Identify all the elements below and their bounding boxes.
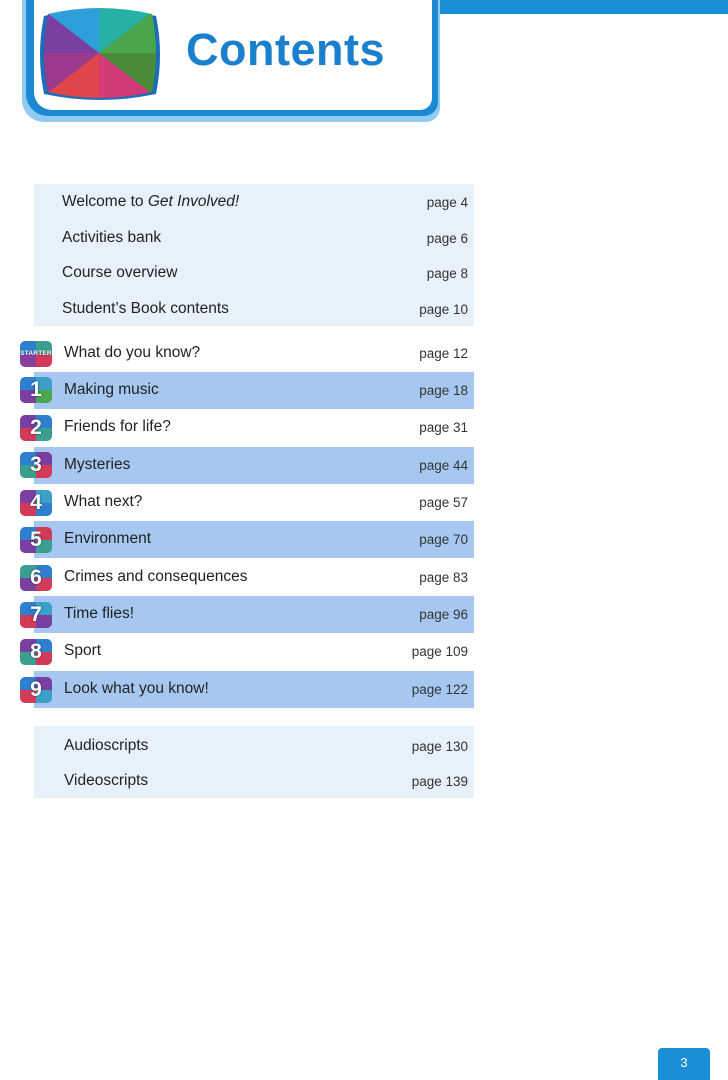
toc-entry-label: Audioscripts (64, 737, 149, 754)
unit-page: page 96 (419, 607, 468, 622)
unit-page: page 12 (419, 346, 468, 361)
unit-badge-3-icon (20, 452, 52, 478)
unit-row-2[interactable] (34, 409, 474, 446)
unit-badge-8-icon (20, 639, 52, 665)
unit-page: page 109 (411, 644, 468, 659)
unit-badge-starter-icon (20, 341, 52, 367)
unit-badge-2-icon (20, 415, 52, 441)
back-matter-section (34, 726, 474, 798)
toc-entry-page: page 4 (426, 194, 468, 210)
unit-badge-number: 8 (30, 640, 42, 663)
unit-row-1[interactable] (34, 372, 474, 409)
unit-badge-number: 5 (30, 528, 42, 551)
unit-row-6[interactable] (34, 559, 474, 596)
page-title: Contents (186, 24, 385, 75)
toc-entry-page: page 130 (411, 738, 468, 754)
unit-label: Crimes and consequences (64, 568, 248, 585)
unit-badge-1-icon (20, 377, 52, 403)
unit-badge-number: 7 (30, 603, 42, 626)
unit-label: What next? (64, 493, 143, 510)
toc-entry-page: page 10 (419, 301, 468, 317)
toc-entry-audioscripts[interactable] (34, 728, 474, 764)
toc-entry-page: page 8 (426, 265, 468, 281)
unit-label: Mysteries (64, 456, 131, 473)
toc-entry-videoscripts[interactable] (34, 763, 474, 799)
unit-label: Environment (64, 530, 152, 547)
toc-entry-label: Welcome to Get Involved! (62, 193, 240, 210)
unit-label: Making music (64, 381, 159, 398)
toc-entry-label: Student’s Book contents (62, 300, 229, 317)
unit-row-3[interactable] (34, 447, 474, 484)
unit-badge-9-icon (20, 677, 52, 703)
get-involved-logo-icon (38, 6, 160, 100)
unit-page: page 83 (419, 570, 468, 585)
unit-page: page 44 (419, 458, 468, 473)
toc-entry-course-overview[interactable] (34, 255, 474, 291)
page-number: 3 (658, 1048, 710, 1080)
toc-entry-label: Activities bank (62, 229, 162, 246)
unit-row-starter[interactable] (34, 335, 474, 372)
unit-label: Look what you know! (64, 680, 209, 697)
unit-row-7[interactable] (34, 596, 474, 633)
toc-entry-label: Course overview (62, 264, 178, 281)
unit-label: Time flies! (64, 605, 135, 622)
unit-badge-number: 6 (30, 566, 42, 589)
top-color-strip (430, 0, 728, 14)
toc-entry-activities-bank[interactable] (34, 220, 474, 256)
unit-page: page 18 (419, 383, 468, 398)
unit-badge-6-icon (20, 565, 52, 591)
unit-row-4[interactable] (34, 484, 474, 521)
unit-row-8[interactable] (34, 633, 474, 670)
toc-entry-welcome[interactable] (34, 184, 474, 220)
unit-label: Friends for life? (64, 418, 171, 435)
toc-entry-label: Videoscripts (64, 772, 149, 789)
unit-badge-number: 3 (30, 453, 42, 476)
unit-badge-number: 9 (30, 678, 42, 701)
unit-badge-number: 1 (30, 378, 42, 401)
unit-badge-number: 2 (30, 416, 42, 439)
toc-entry-page: page 139 (411, 773, 468, 789)
unit-badge-number: STARTER (20, 350, 52, 357)
toc-entry-students-book-contents[interactable] (34, 291, 474, 327)
unit-label: Sport (64, 642, 102, 659)
toc-entry-page: page 6 (426, 230, 468, 246)
unit-row-9[interactable] (34, 671, 474, 708)
unit-badge-5-icon (20, 527, 52, 553)
unit-page: page 31 (419, 420, 468, 435)
unit-badge-number: 4 (30, 491, 42, 514)
unit-badge-4-icon (20, 490, 52, 516)
unit-badge-7-icon (20, 602, 52, 628)
unit-label: What do you know? (64, 344, 201, 361)
unit-row-5[interactable] (34, 521, 474, 558)
unit-page: page 122 (411, 682, 468, 697)
intro-section (34, 184, 474, 326)
unit-page: page 57 (419, 495, 468, 510)
unit-page: page 70 (419, 532, 468, 547)
